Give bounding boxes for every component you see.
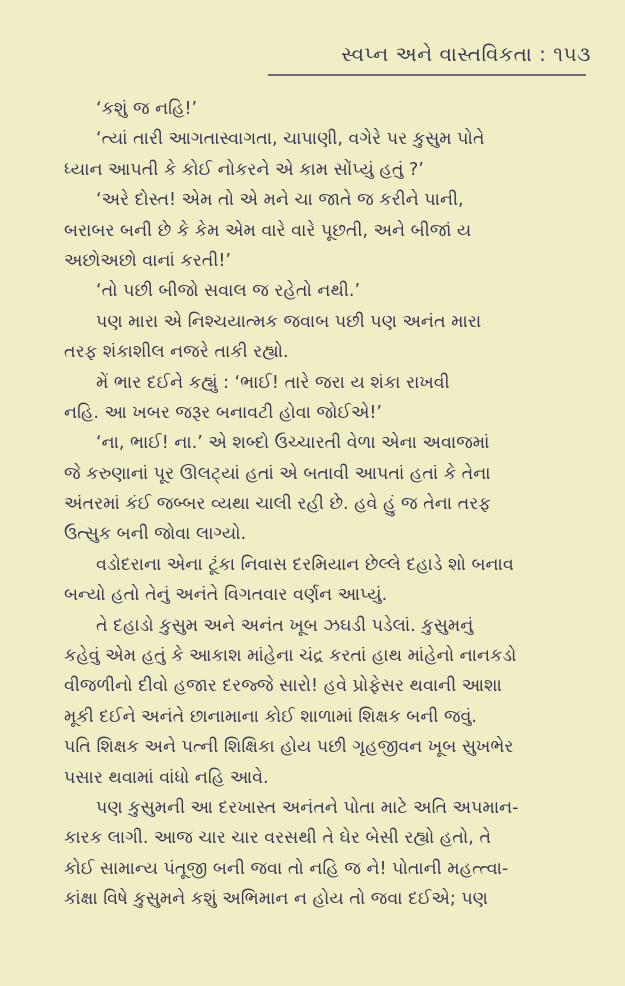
text-line: નહિ. આ ખબર જરૂર બનાવટી હોવા જોઈએ!’ — [64, 402, 382, 423]
running-head: સ્વપ્ન અને વાસ્તવિકતા : ૧૫૩ — [341, 42, 591, 66]
text-line: ‘ના, ભાઈ! ના.’ એ શબ્દો ઉચ્ચારતી વેળા એના અવાજમાં — [96, 433, 490, 454]
text-line: ‘ત્યાં તારી આગતાસ્વાગતા, ચાપાણી, વગેરે પર કુસુમ પોતે — [96, 129, 485, 150]
text-line: તે દહાડો કુસુમ અને અનંત ખૂબ ઝઘડી પડેલાં. કુસુમનું — [96, 615, 474, 636]
text-line: ઉત્સુક બની જોવા લાગ્યો. — [64, 524, 247, 545]
text-line: તરફ શંકાશીલ નજરે તાકી રહ્યો. — [64, 342, 289, 363]
text-line: બરાબર બની છે કે કેમ એમ વારે વારે પૂછતી, અને બીજાં ય — [64, 220, 472, 241]
text-line: કોઈ સામાન્ય પંતૂજી બની જવા તો નહિ જ ને! પોતાની મહત્ત્વા- — [64, 858, 509, 879]
text-line: કારક લાગી. આજ ચાર ચાર વરસથી તે ઘેર બેસી રહ્યો હતો, તે — [64, 828, 491, 849]
text-line: ‘કશું જ નહિ!’ — [96, 99, 198, 119]
text-line: વડોદરાના એના ટૂંકા નિવાસ દરમિયાન છેલ્લે દહાડે શો બનાવ — [96, 554, 514, 575]
text-line: ‘તો પછી બીજો સવાલ જ રહેતો નથી.’ — [96, 281, 361, 302]
text-line: અછોઅછો વાનાં કરતી!’ — [64, 250, 231, 271]
text-line: ધ્યાન આપતી કે કોઈ નોકરને એ કામ સોંપ્યું હતું ?’ — [64, 159, 424, 180]
text-line: પતિ શિક્ષક અને પત્ની શિક્ષિકા હોય પછી ગૃહજીવન ખૂબ સુખભેર — [64, 737, 514, 758]
text-line: ‘અરે દોસ્ત! એમ તો એ મને ચા જાતે જ કરીને પાની, — [96, 190, 464, 211]
text-line: જે કરુણાનાં પૂર ઊલટ્યાં હતાં એ બતાવી આપતાં હતાં કે તેના — [64, 463, 491, 484]
text-line: અંતરમાં કંઈ જબ્બર વ્યથા ચાલી રહી છે. હવે હું જ તેના તરફ — [64, 494, 491, 515]
text-line: પસાર થવામાં વાંધો નહિ આવે. — [64, 767, 269, 788]
text-line: પણ મારા એ નિશ્ચયાત્મક જવાબ પછી પણ અનંત મારા — [96, 311, 482, 332]
text-line: કાંક્ષા વિષે કુસુમને કશું અભિમાન ન હોય તો જવા દઈએ; પણ — [64, 889, 488, 910]
running-head-rule — [268, 74, 586, 76]
body-text — [64, 94, 604, 915]
text-line: બન્યો હતો તેનું અનંતે વિગતવાર વર્ણન આપ્યું. — [64, 585, 388, 606]
text-line: વીજળીનો દીવો હજાર દરજ્જે સારો! હવે પ્રોફેસર થવાની આશા — [64, 676, 502, 697]
text-line: પણ કુસુમની આ દરખાસ્ત અનંતને પોતા માટે અતિ અપમાન- — [96, 797, 519, 818]
text-line: કહેવું એમ હતું કે આકાશ માંહેના ચંદ્ર કરતાં હાથ માંહેનો નાનકડો — [64, 646, 517, 667]
text-line: મૂકી દઈને અનંતે છાનામાના કોઈ શાળામાં શિક્ષક બની જવું. — [64, 706, 477, 727]
text-line: મેં ભાર દઈને કહ્યું : ‘ભાઈ! તારે જરા ય શંકા રાખવી — [96, 372, 450, 393]
